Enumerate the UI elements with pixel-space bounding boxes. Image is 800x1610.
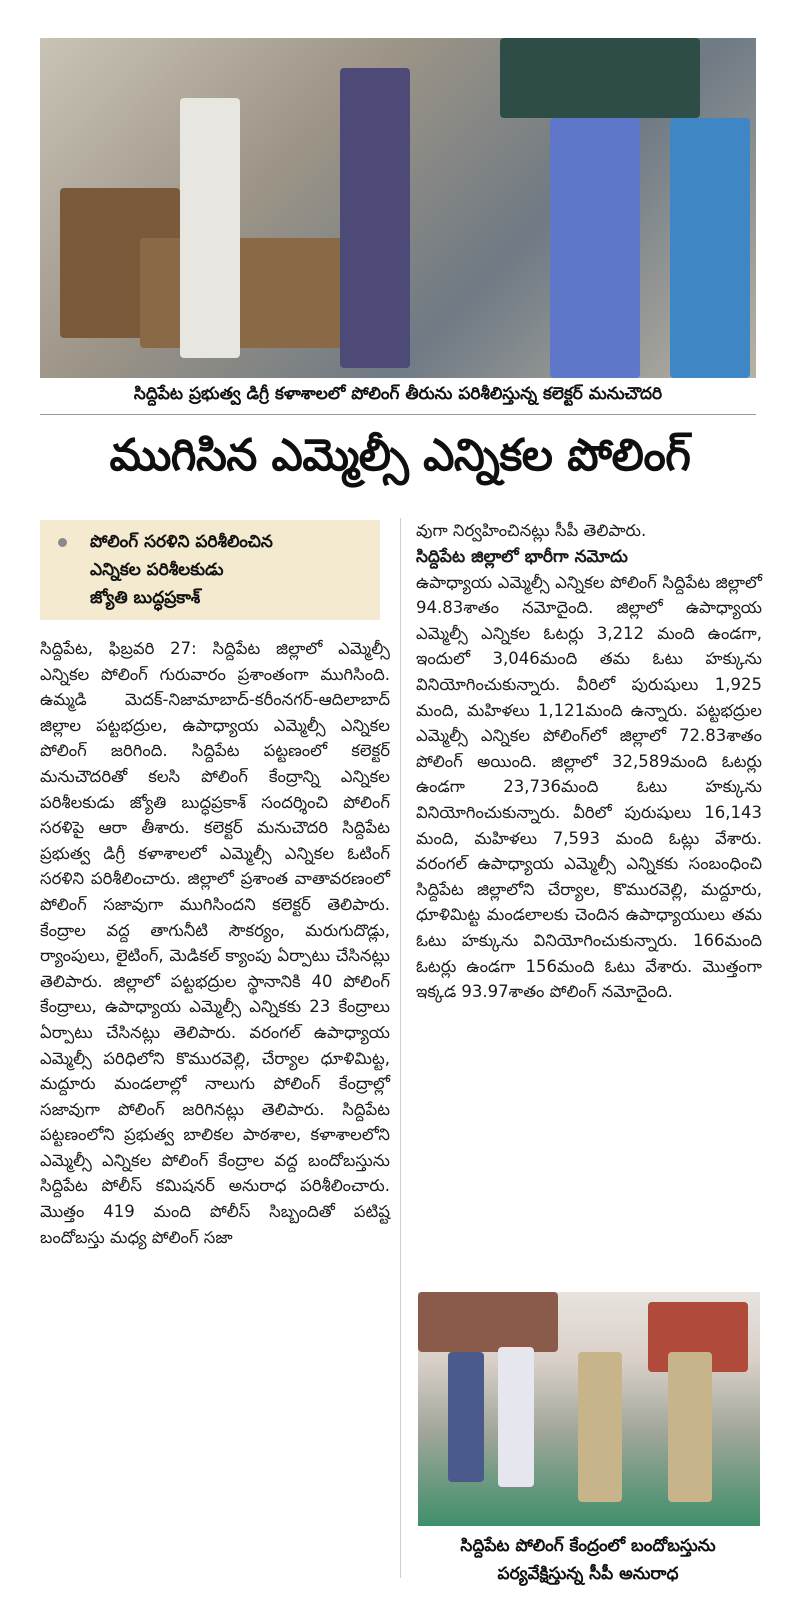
left-column-body: సిద్దిపేట, ఫిబ్రవరి 27: సిద్దిపేట జిల్లాలో ఎమ్మెల్సీ ఎన్నికల పోలింగ్ గురువారం ప్రశాంతంగా ముగిసింది. ఉమ్మడి మెదక్-నిజామాబాద్-కరీంనగర్-ఆదిలాబాద్ జిల్లాల పట్టభద్రుల, ఉపాధ్యాయ ఎమ్మెల్సీ ఎన్నికల పోలింగ్ జరిగింది. సిద్దిపేట పట్టణంలో కలెక్టర్ మనుచౌదరితో కలసి పోలింగ్ కేంద్రాన్ని ఎన్నికల పరిశీలకుడు జ్యోతి బుద్ధప్రకాశ్ సందర్శించి పోలింగ్ సరళిపై ఆరా తీశారు. కలెక్టర్ మనుచౌదరి సిద్దిపేట ప్రభుత్వ డిగ్రీ కళాశాలలో ఎమ్మెల్సీ ఎన్నికల ఓటింగ్ సరళిని పరిశీలించారు. జిల్లాలో ప్రశాంత వాతావరణంలో పోలింగ్ సజావుగా ముగిసిందని కలెక్టర్ తెలిపారు. కేంద్రాల వద్ద తాగునీటి సౌకర్యం, మరుగుదొడ్లు, ర్యాంపులు, లైటింగ్, మెడికల్ క్యాంపు ఏర్పాటు చేసినట్లు తెలిపారు. జిల్లాలో పట్టభద్రుల స్థానానికి 40 పోలింగ్ కేంద్రాలు, ఉపాధ్యాయ ఎమ్మెల్సీ ఎన్నికకు 23 కేంద్రాలు ఏర్పాటు చేసినట్లు తెలిపారు. వరంగల్ ఉపాధ్యాయ ఎమ్మెల్సీ పరిధిలోని కొమురవెల్లి, చేర్యాల ధూళిమిట్ట, మద్దూరు మండలాల్లో నాలుగు పోలింగ్ కేంద్రాల్లో సజావుగా పోలింగ్ జరిగినట్లు తెలిపారు. సిద్దిపేట పట్టణంలోని ప్రభుత్వ బాలికల పాఠశాల, కళాశాలలోని ఎమ్మెల్సీ ఎన్నికల పోలింగ్ కేంద్రాల వద్ద బందోబస్తును సిద్దిపేట పోలీస్ కమిషనర్ అనురాధ పరిశీలించారు. మొత్తం 419 మంది పోలీస్ సిబ్బందితో పటిష్ట బందోబస్తు మధ్య పోలింగ్ సజా xyxy=(40,639,390,1247)
bottom-caption-line-1: సిద్దిపేట పోలింగ్ కేంద్రంలో బందోబస్తును xyxy=(460,1536,716,1556)
highlight-line-1: పోలింగ్ సరళిని పరిశీలించిన xyxy=(90,532,273,552)
bottom-photo-caption xyxy=(408,1532,768,1588)
highlight-line-2: ఎన్నికల పరిశీలకుడు xyxy=(90,560,224,580)
bottom-photo xyxy=(418,1292,760,1526)
caption-divider xyxy=(40,414,756,415)
highlight-box xyxy=(40,520,380,620)
right-column-subhead: సిద్దిపేట జిల్లాలో భారీగా నమోదు xyxy=(416,546,628,567)
top-photo-caption: సిద్దిపేట ప్రభుత్వ డిగ్రీ కళాశాలలో పోలింగ్ తీరును పరిశీలిస్తున్న కలెక్టర్ మనుచౌదరి xyxy=(133,384,663,404)
highlight-line-3: జ్యోతి బుద్ధప్రకాశ్ xyxy=(90,588,201,608)
top-photo xyxy=(40,38,756,378)
bullet-icon xyxy=(58,538,67,547)
column-divider xyxy=(400,518,401,1578)
headline: ముగిసిన ఎమ్మెల్సీ ఎన్నికల పోలింగ్ xyxy=(109,430,691,481)
bottom-caption-line-2: పర్యవేక్షిస్తున్న సీపీ అనురాధ xyxy=(497,1564,679,1584)
right-column-continuation: వుగా నిర్వహించినట్లు సీపీ తెలిపారు. xyxy=(416,521,647,540)
right-column-body: ఉపాధ్యాయ ఎమ్మెల్సీ ఎన్నికల పోలింగ్ సిద్దిపేట జిల్లాలో 94.83శాతం నమోదైంది. జిల్లాలో ఉపాధ్యాయ ఎమ్మెల్సీ ఎన్నికల ఓటర్లు 3,212 మంది ఉండగా, ఇందులో 3,046మంది తమ ఓటు హక్కును వినియోగించుకున్నారు. వీరిలో పురుషులు 1,925 మంది, మహిళలు 1,121మంది ఉన్నారు. పట్టభద్రుల ఎమ్మెల్సీ ఎన్నికల పోలింగ్‌లో జిల్లాలో 72.83శాతం పోలింగ్ అయింది. జిల్లాలో 32,589మంది ఓటర్లు ఉండగా 23,736మంది ఓటు హక్కును వినియోగించుకున్నారు. వీరిలో పురుషులు 16,143 మంది, మహిళలు 7,593 మంది ఓట్లు వేశారు. వరంగల్ ఉపాధ్యాయ ఎమ్మెల్సీ ఎన్నికకు సంబంధించి సిద్దిపేట జిల్లాలోని చేర్యాల, కొమురవెల్లి, మద్దూరు, ధూళిమిట్ట మండలాలకు చెందిన ఉపాధ్యాయులు తమ ఓటు హక్కును వినియోగించుకున్నారు. 166మంది ఓటర్లు ఉండగా 156మంది ఓటు వేశారు. మొత్తంగా ఇక్కడ 93.97శాతం పోలింగ్ నమోదైంది. xyxy=(416,572,762,1002)
left-column xyxy=(40,636,390,1250)
right-column xyxy=(416,518,762,1005)
